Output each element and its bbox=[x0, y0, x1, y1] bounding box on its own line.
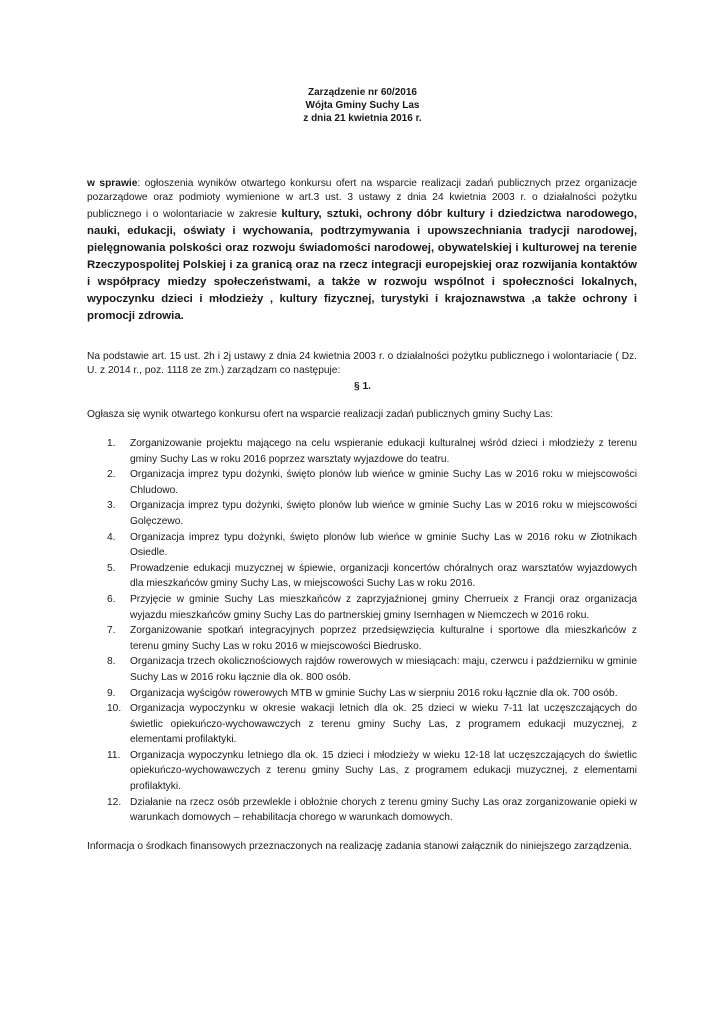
list-item bbox=[87, 623, 637, 654]
list-item bbox=[87, 530, 637, 561]
legal-basis-paragraph: Na podstawie art. 15 ust. 2h i 2j ustawy z dnia 24 kwietnia 2003 r. o działalności pożytku publicznego i wolontariacie ( Dz. U. z 2014 r., poz. 1118 ze zm.) zarządzam co następuje: bbox=[87, 351, 637, 377]
item-text: Organizacja wyścigów rowerowych MTB w gminie Suchy Las w sierpniu 2016 roku łącznie dla ok. 700 osób. bbox=[130, 687, 618, 699]
item-text: Organizacja wypoczynku letniego dla ok. 15 dzieci i młodzieży w wieku 12-18 lat uczęszczających do świetlic opiekuńczo-wychowawczych z terenu gminy Suchy Las, z programem edukacji muzycznej, z elementami profilaktyki. bbox=[130, 749, 637, 793]
section-mark: § 1. bbox=[354, 381, 371, 392]
subject-scope: kultury, sztuki, ochrony dóbr kultury i dziedzictwa narodowego, nauki, edukacji, oświaty i wychowania, podtrzymywania i upowszechniania tradycji narodowej, pielęgnowania polskości oraz rozwoju świadomości narodowej, obywatelskiej i kulturowej na terenie Rzeczypospolitej Polskiej i za granicą oraz na rzecz integracji europejskiej oraz rozwijania kontaktów i współpracy miedzy społeczeństwami, a także w rozwoju wspólnot i społeczności lokalnych, wypoczynku dzieci i młodzieży , kultury fizycznej, turystyki i krajoznawstwa ,a także ochrony i promocji zdrowia. bbox=[87, 207, 637, 322]
item-number: 7. bbox=[107, 625, 116, 637]
list-item bbox=[87, 654, 637, 685]
title-line-1: Zarządzenie nr 60/2016 bbox=[308, 87, 417, 98]
subject-label: w sprawie bbox=[87, 178, 138, 189]
item-text: Działanie na rzecz osób przewlekle i obłożnie chorych z terenu gminy Suchy Las oraz zorganizowanie opieki w warunkach domowych – rehabilitacja chorego w warunkach domowych. bbox=[130, 796, 637, 824]
item-text: Organizacja imprez typu dożynki, święto plonów lub wieńce w gminie Suchy Las w 2016 roku w Złotnikach Osiedle. bbox=[130, 531, 637, 559]
item-text: Organizacja imprez typu dożynki, święto plonów lub wieńce w gminie Suchy Las w 2016 roku w miejscowości Golęczewo. bbox=[130, 500, 637, 527]
item-text: Organizacja wypoczynku w okresie wakacji letnich dla ok. 25 dzieci w wieku 7-11 lat uczęszczających do świetlic opiekuńczo-wychowawczych z terenu gminy Suchy Las, z programem edukacji muzycznej, z elementami profilaktyki. bbox=[130, 703, 637, 746]
item-text: Organizacja imprez typu dożynki, święto plonów lub wieńce w gminie Suchy Las w 2016 roku w miejscowości Chludowo. bbox=[130, 469, 637, 496]
item-number: 12. bbox=[107, 796, 122, 808]
document-title bbox=[0, 86, 725, 125]
item-number: 8. bbox=[107, 656, 116, 668]
list-item bbox=[87, 701, 637, 748]
list-item bbox=[87, 498, 637, 529]
list-item bbox=[87, 748, 637, 795]
item-text: Zorganizowanie spotkań integracyjnych poprzez przedsięwzięcia kulturalne i sportowe dla mieszkańców z terenu gminy Suchy Las w roku 2016 w miejscowości Biedrusko. bbox=[130, 625, 637, 652]
subject-paragraph bbox=[87, 177, 637, 325]
list-item bbox=[87, 795, 637, 826]
item-text: Prowadzenie edukacji muzycznej w śpiewie, organizacji koncertów chóralnych oraz warsztatów wyjazdowych dla mieszkańców gminy Suchy Las, w miejscowości Suchy Las w roku 2016. bbox=[130, 562, 637, 590]
item-number: 4. bbox=[107, 531, 116, 543]
item-number: 3. bbox=[107, 500, 116, 512]
list-item bbox=[87, 592, 637, 623]
item-number: 2. bbox=[107, 469, 116, 481]
closing-paragraph: Informacja o środkach finansowych przeznaczonych na realizację zadania stanowi załącznik do niniejszego zarządzenia. bbox=[87, 841, 632, 852]
item-text: Organizacja trzech okolicznościowych rajdów rowerowych w miesiącach: maju, czerwcu i październiku w gminie Suchy Las w 2016 roku łącznie dla ok. 800 osób. bbox=[130, 656, 637, 683]
list-item bbox=[87, 686, 637, 702]
title-line-2: Wójta Gminy Suchy Las bbox=[305, 100, 420, 111]
list-item bbox=[87, 467, 637, 498]
item-number: 11. bbox=[107, 749, 121, 761]
results-list bbox=[87, 436, 637, 826]
item-number: 6. bbox=[107, 593, 116, 605]
item-text: Zorganizowanie projektu mającego na celu wspieranie edukacji kulturalnej wśród dzieci i młodzieży z terenu gminy Suchy Las w roku 2016 poprzez warsztaty wyjazdowe do teatru. bbox=[130, 438, 637, 465]
item-number: 10. bbox=[107, 703, 122, 715]
intro-paragraph: Ogłasza się wynik otwartego konkursu ofert na wsparcie realizacji zadań publicznych gminy Suchy Las: bbox=[87, 409, 554, 420]
list-item bbox=[87, 436, 637, 467]
item-number: 9. bbox=[107, 687, 116, 699]
subject-text: : ogłoszenia wyników otwartego konkursu ofert na wsparcie realizacji zadań publicznych przez organizacje pozarządowe oraz podmioty wymienione w art.3 ust. 3 ustawy z dnia 24 kwietnia 2003 r. o działalności pożytku publicznego i o wolontariacie w zakresie bbox=[87, 178, 638, 220]
item-number: 5. bbox=[107, 562, 116, 574]
item-text: Przyjęcie w gminie Suchy Las mieszkańców z zaprzyjaźnionej gminy Cherrueix z Francji oraz organizacja wyjazdu mieszkańców gminy Suchy Las do partnerskiej gminy Isernhagen w Niemczech w 2016 roku. bbox=[130, 593, 637, 621]
item-number: 1. bbox=[107, 438, 116, 449]
title-line-3: z dnia 21 kwietnia 2016 r. bbox=[303, 113, 422, 124]
list-item bbox=[87, 561, 637, 592]
